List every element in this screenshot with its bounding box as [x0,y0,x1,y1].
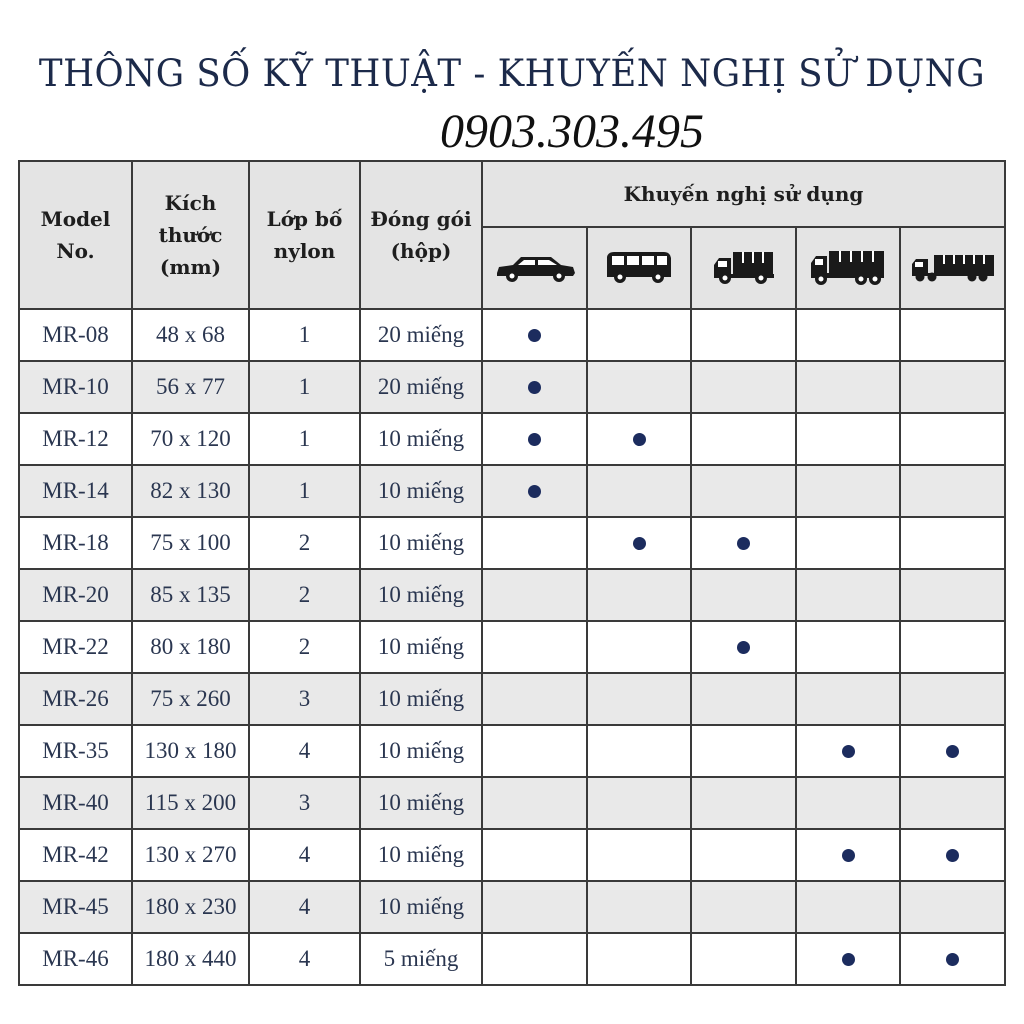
table-row [19,725,1005,777]
cell-use-van [587,517,691,569]
header-layers: Lớp bố nylon [249,161,360,309]
cell-use-light-truck [691,933,796,985]
cell-size: 82 x 130 [132,465,249,517]
recommend-dot [946,849,959,862]
cell-use-heavy-truck [796,413,900,465]
trailer-truck-icon [900,227,1005,309]
recommend-dot [842,745,855,758]
cell-size: 70 x 120 [132,413,249,465]
cell-model: MR-42 [19,829,132,881]
cell-use-light-truck [691,621,796,673]
cell-layers: 4 [249,933,360,985]
table-row [19,517,1005,569]
cell-use-car [482,777,587,829]
cell-size: 130 x 180 [132,725,249,777]
cell-size: 85 x 135 [132,569,249,621]
cell-model: MR-26 [19,673,132,725]
table-row [19,621,1005,673]
cell-size: 56 x 77 [132,361,249,413]
cell-pack: 10 miếng [360,413,482,465]
car-icon [482,227,587,309]
table-row [19,309,1005,361]
spec-table [18,160,1006,986]
cell-use-trailer-truck [900,933,1005,985]
recommend-dot [842,953,855,966]
cell-use-light-truck [691,517,796,569]
cell-pack: 10 miếng [360,777,482,829]
cell-pack: 10 miếng [360,621,482,673]
cell-use-van [587,933,691,985]
cell-pack: 10 miếng [360,517,482,569]
cell-use-trailer-truck [900,413,1005,465]
cell-model: MR-46 [19,933,132,985]
table-row [19,361,1005,413]
cell-use-light-truck [691,673,796,725]
cell-use-van [587,881,691,933]
cell-use-heavy-truck [796,517,900,569]
cell-layers: 1 [249,413,360,465]
cell-use-trailer-truck [900,465,1005,517]
cell-use-trailer-truck [900,673,1005,725]
cell-pack: 10 miếng [360,569,482,621]
cell-layers: 4 [249,725,360,777]
cell-size: 75 x 100 [132,517,249,569]
recommend-dot [842,849,855,862]
cell-model: MR-22 [19,621,132,673]
cell-use-heavy-truck [796,673,900,725]
recommend-dot [528,381,541,394]
heavy-truck-icon [796,227,900,309]
cell-layers: 4 [249,881,360,933]
cell-layers: 2 [249,569,360,621]
cell-use-light-truck [691,413,796,465]
cell-use-trailer-truck [900,829,1005,881]
header-size: Kích thước (mm) [132,161,249,309]
cell-size: 48 x 68 [132,309,249,361]
van-icon [587,227,691,309]
cell-use-heavy-truck [796,621,900,673]
cell-use-car [482,569,587,621]
cell-layers: 2 [249,517,360,569]
cell-layers: 3 [249,673,360,725]
cell-use-trailer-truck [900,569,1005,621]
cell-layers: 1 [249,361,360,413]
cell-use-heavy-truck [796,777,900,829]
cell-use-van [587,309,691,361]
recommend-dot [633,433,646,446]
cell-model: MR-45 [19,881,132,933]
cell-use-trailer-truck [900,725,1005,777]
cell-use-heavy-truck [796,569,900,621]
cell-use-car [482,621,587,673]
cell-model: MR-08 [19,309,132,361]
cell-use-light-truck [691,777,796,829]
cell-model: MR-35 [19,725,132,777]
cell-use-heavy-truck [796,361,900,413]
cell-pack: 10 miếng [360,829,482,881]
cell-use-trailer-truck [900,361,1005,413]
cell-pack: 10 miếng [360,673,482,725]
recommend-dot [737,537,750,550]
cell-use-van [587,673,691,725]
cell-size: 180 x 230 [132,881,249,933]
cell-use-light-truck [691,569,796,621]
cell-use-trailer-truck [900,621,1005,673]
table-row [19,465,1005,517]
cell-use-car [482,829,587,881]
cell-use-heavy-truck [796,881,900,933]
cell-pack: 10 miếng [360,881,482,933]
cell-use-light-truck [691,881,796,933]
table-row [19,413,1005,465]
recommend-dot [528,329,541,342]
cell-use-van [587,569,691,621]
cell-use-light-truck [691,465,796,517]
cell-use-car [482,361,587,413]
header-model: Model No. [19,161,132,309]
cell-size: 130 x 270 [132,829,249,881]
recommend-dot [946,745,959,758]
page-title: THÔNG SỐ KỸ THUẬT - KHUYẾN NGHỊ SỬ DỤNG [38,52,986,95]
cell-layers: 2 [249,621,360,673]
cell-use-light-truck [691,725,796,777]
table-row [19,673,1005,725]
cell-use-car [482,309,587,361]
table-row [19,569,1005,621]
table-row [19,829,1005,881]
recommend-dot [528,433,541,446]
cell-use-van [587,621,691,673]
table-row [19,777,1005,829]
cell-size: 75 x 260 [132,673,249,725]
table-row [19,881,1005,933]
cell-layers: 1 [249,309,360,361]
header-pack: Đóng gói (hộp) [360,161,482,309]
cell-use-heavy-truck [796,465,900,517]
cell-use-trailer-truck [900,517,1005,569]
table-row [19,933,1005,985]
cell-use-van [587,725,691,777]
cell-use-car [482,517,587,569]
cell-layers: 4 [249,829,360,881]
cell-use-car [482,465,587,517]
cell-use-heavy-truck [796,933,900,985]
cell-layers: 3 [249,777,360,829]
cell-use-trailer-truck [900,881,1005,933]
cell-pack: 20 miếng [360,361,482,413]
cell-use-heavy-truck [796,829,900,881]
cell-pack: 5 miếng [360,933,482,985]
cell-use-trailer-truck [900,777,1005,829]
cell-use-van [587,829,691,881]
cell-size: 80 x 180 [132,621,249,673]
cell-model: MR-18 [19,517,132,569]
light-truck-icon [691,227,796,309]
cell-layers: 1 [249,465,360,517]
recommend-dot [737,641,750,654]
cell-use-car [482,933,587,985]
cell-use-van [587,777,691,829]
cell-size: 180 x 440 [132,933,249,985]
cell-use-car [482,673,587,725]
cell-model: MR-12 [19,413,132,465]
cell-use-car [482,413,587,465]
cell-use-light-truck [691,309,796,361]
cell-use-car [482,725,587,777]
recommend-dot [946,953,959,966]
cell-use-van [587,413,691,465]
cell-model: MR-10 [19,361,132,413]
cell-model: MR-40 [19,777,132,829]
cell-size: 115 x 200 [132,777,249,829]
cell-pack: 10 miếng [360,725,482,777]
recommend-dot [633,537,646,550]
phone-number: 0903.303.495 [440,105,704,158]
recommend-dot [528,485,541,498]
cell-use-van [587,361,691,413]
header-recommend: Khuyến nghị sử dụng [482,161,1005,227]
cell-use-van [587,465,691,517]
cell-model: MR-14 [19,465,132,517]
cell-pack: 10 miếng [360,465,482,517]
cell-use-car [482,881,587,933]
cell-use-light-truck [691,829,796,881]
cell-use-heavy-truck [796,725,900,777]
cell-use-heavy-truck [796,309,900,361]
cell-use-light-truck [691,361,796,413]
spec-table-body [19,309,1005,985]
cell-use-trailer-truck [900,309,1005,361]
cell-model: MR-20 [19,569,132,621]
cell-pack: 20 miếng [360,309,482,361]
